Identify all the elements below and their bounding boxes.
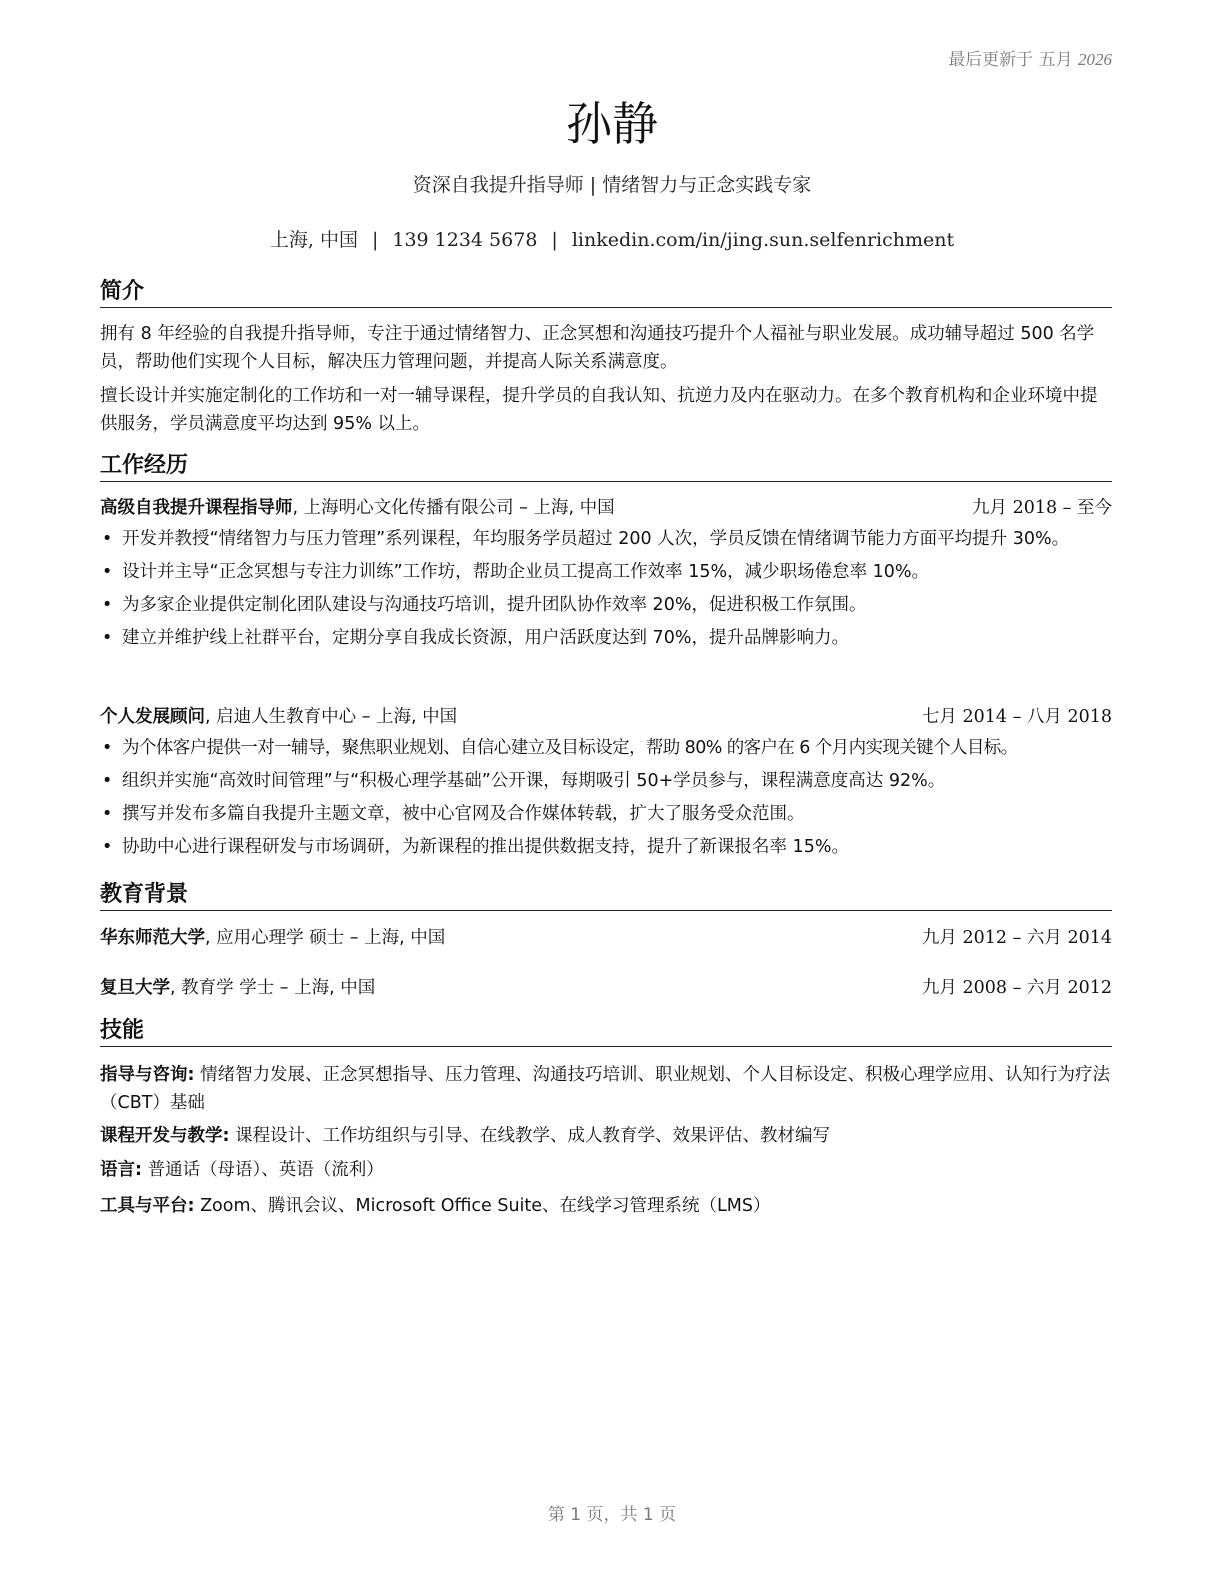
section-title-experience: 工作经历 (100, 452, 1112, 482)
section-title-summary: 简介 (100, 278, 1112, 308)
contact-separator: | (371, 229, 379, 251)
bullet-icon: • (102, 562, 113, 582)
job-dates: 九月 2018 – 至今 (972, 498, 1112, 518)
education-school: 复旦大学 (100, 978, 170, 998)
last-updated-year: 2026 (1078, 50, 1112, 69)
job-dates: 七月 2014 – 八月 2018 (921, 707, 1112, 727)
list-item: • 组织并实施“高效时间管理”与“积极心理学基础”公开课，每期吸引 50+学员参与，课程满意度高达 92%。 (100, 767, 1112, 795)
skill-item (100, 1192, 1112, 1220)
education-dates: 九月 2008 – 六月 2012 (921, 978, 1112, 998)
candidate-name: 孙静 (566, 97, 658, 151)
bullet-icon: • (102, 595, 113, 615)
job-role: 个人发展顾问 (100, 707, 205, 727)
job-header (100, 494, 1112, 522)
education-item (100, 924, 1112, 952)
skill-item (100, 1156, 1112, 1184)
job-org: , 上海明心文化传播有限公司 – 上海, 中国 (292, 498, 615, 518)
contact-linkedin-link[interactable]: linkedin.com/in/jing.sun.selfenrichment (571, 229, 955, 251)
skill-label: 语言: (100, 1160, 142, 1180)
education-school: 华东师范大学 (100, 928, 205, 948)
bullet-icon: • (102, 738, 112, 758)
job-bullets (100, 525, 1112, 657)
last-updated (948, 45, 1112, 70)
skill-label: 工具与平台: (100, 1196, 195, 1216)
skill-value: 情绪智力发展、正念冥想指导、压力管理、沟通技巧培训、职业规划、个人目标设定、积极心理学应用、认知行为疗法（CBT）基础 (100, 1065, 1111, 1113)
job-header (100, 703, 1112, 731)
bullet-icon: • (102, 804, 113, 824)
list-item: • 设计并主导“正念冥想与专注力训练”工作坊，帮助企业员工提高工作效率 15%，减少职场倦怠率 10%。 (100, 558, 1112, 586)
candidate-subtitle: 资深自我提升指导师 | 情绪智力与正念实践专家 (412, 174, 812, 196)
summary-paragraph: 拥有 8 年经验的自我提升指导师，专注于通过情绪智力、正念冥想和沟通技巧提升个人福祉与职业发展。成功辅导超过 500 名学员，帮助他们实现个人目标，解决压力管理问题，并提高人际关系满意度。 (100, 324, 1095, 372)
skill-item (100, 1122, 1112, 1150)
summary-paragraph: 擅长设计并实施定制化的工作坊和一对一辅导课程，提升学员的自我认知、抗逆力及内在驱动力。在多个教育机构和企业环境中提供服务，学员满意度平均达到 95% 以上。 (100, 386, 1098, 434)
bullet-icon: • (102, 837, 113, 857)
bullet-icon: • (102, 771, 113, 791)
education-detail: , 教育学 学士 – 上海, 中国 (170, 978, 376, 998)
section-title-education: 教育背景 (100, 881, 1112, 911)
contact-phone: 139 1234 5678 (392, 229, 538, 251)
bullet-icon: • (102, 628, 113, 648)
contact-separator: | (551, 229, 558, 251)
education-dates: 九月 2012 – 六月 2014 (921, 928, 1112, 948)
job-org: , 启迪人生教育中心 – 上海, 中国 (205, 707, 458, 727)
list-item: • 为多家企业提供定制化团队建设与沟通技巧培训，提升团队协作效率 20%，促进积极工作氛围。 (100, 591, 1112, 619)
contact-line (0, 225, 1224, 252)
section-title-skills: 技能 (100, 1017, 1112, 1047)
job-role: 高级自我提升课程指导师 (100, 498, 293, 518)
list-item: • 撰写并发布多篇自我提升主题文章，被中心官网及合作媒体转载，扩大了服务受众范围。 (100, 800, 1112, 828)
last-updated-label: 最后更新于 五月 (948, 50, 1073, 70)
contact-location: 上海, 中国 (269, 229, 358, 251)
skill-label: 指导与咨询: (100, 1065, 195, 1085)
skill-label: 课程开发与教学: (100, 1126, 230, 1146)
skill-value: Zoom、腾讯会议、Microsoft Office Suite、在线学习管理系统（LMS） (194, 1196, 771, 1216)
page-number: 第 1 页，共 1 页 (547, 1505, 677, 1525)
list-item: • 建立并维护线上社群平台，定期分享自我成长资源，用户活跃度达到 70%，提升品牌影响力。 (100, 624, 1112, 652)
education-detail: , 应用心理学 硕士 – 上海, 中国 (205, 928, 446, 948)
skill-value: 课程设计、工作坊组织与引导、在线教学、成人教育学、效果评估、教材编写 (229, 1126, 831, 1146)
skill-value: 普通话（母语）、英语（流利） (142, 1160, 384, 1180)
list-item: • 为个体客户提供一对一辅导，聚焦职业规划、自信心建立及目标设定，帮助 80% 的客户在 6 个月内实现关键个人目标。 (100, 734, 1112, 762)
education-item (100, 974, 1112, 1002)
list-item: • 开发并教授“情绪智力与压力管理”系列课程，年均服务学员超过 200 人次，学员反馈在情绪调节能力方面平均提升 30%。 (100, 525, 1112, 553)
list-item: • 协助中心进行课程研发与市场调研，为新课程的推出提供数据支持，提升了新课报名率 15%。 (100, 833, 1112, 861)
skill-item (100, 1061, 1112, 1117)
bullet-icon: • (102, 529, 113, 549)
job-bullets (100, 734, 1112, 866)
